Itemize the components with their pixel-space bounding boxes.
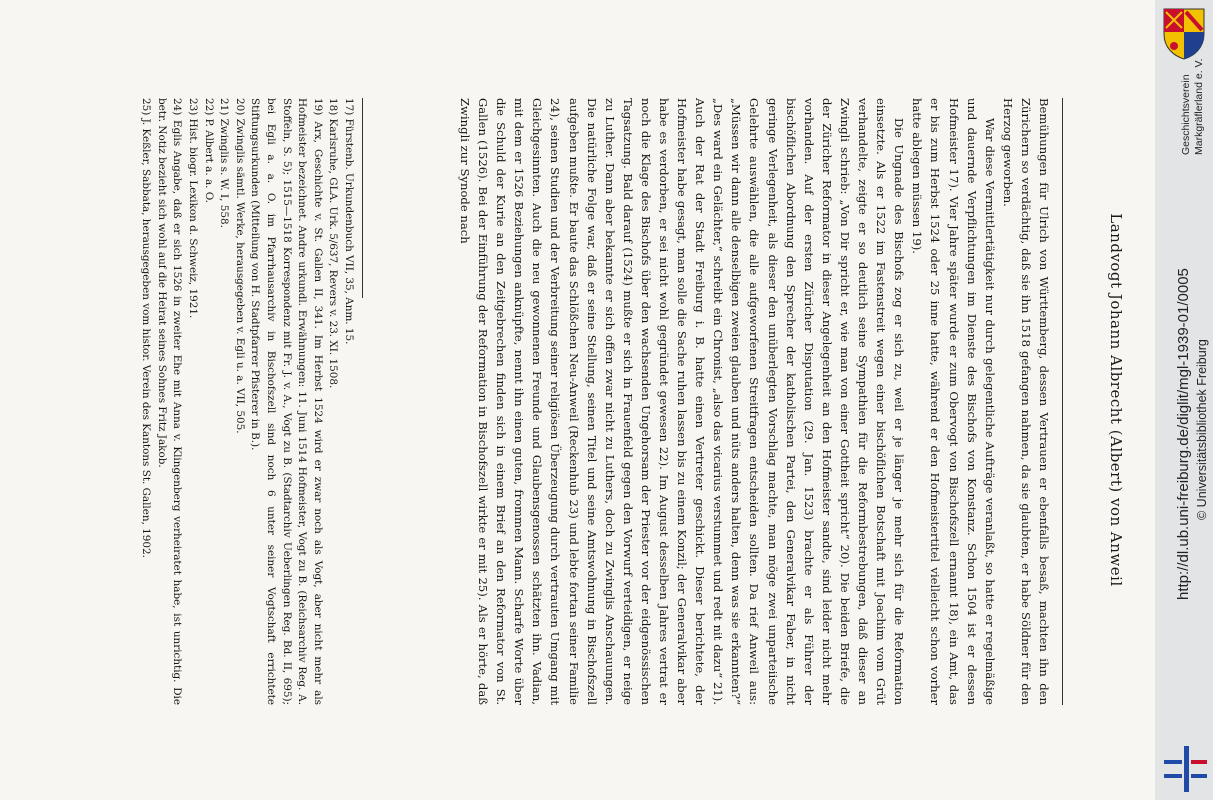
paragraph-3: Die Ungnade des Bischofs zog er sich zu, weil er je länger je mehr sich für die Reformation einsetzte. Als er 1522 im Fastenstreit wegen einer bischöflichen Botschaft mit Joachim vom Grüt verhandelte, zeigte er so deutlich seine Sympathien für die Reformbestrebungen, daß dieser an Zwingli schrieb: „Von Dir spricht er, wie man von einer Gottheit spricht“ 20). Die beiden Briefe, die der Züricher Reformator in dieser Angelegenheit an den Hofmeister sandte, sind leider nicht mehr vorhanden. Auf der ersten Züricher Disputation (29. Jan. 1523) brachte er als Führer der bischöflichen Abordnung den Sprecher der katholischen Partei, den Generalvikar Faber, in nicht geringe Verlegenheit, als dieser den unüberlegten Vorschlag machte, man möge zwei unparteiische Gelehrte auswählen, die alle aufgeworfenen Streitfragen entscheiden sollten. Da rief Anweil aus: „Müssen wir dann alle denselbigen zweien glauben und nüts anders halten, denn was sie erkannten?“ „Des ward ein Gelächter,“ schreibt ein Chronist, „also das vicarius verstummet und redt nit dazu“ 21). Auch der Rat der Stadt Freiburg i. B. hatte einen Vertreter geschickt. Dieser berichtete, der Hofmeister habe gesagt, man solle die Sache ruhen lassen bis zu einem Konzil; der Generalvikar aber habe es verdorben, er sei nicht wohl gegründet gewesen 22). Im August desselben Jahres vertrat er noch die Klage des Bischofs über den wachsenden Ungehorsam der Priester vor der eidgenössischen Tagsatzung. Bald darauf (1524) mußte er sich in Frauenfeld gegen den Vorwurf verteidigen, er neige zu Luther. Dann aber bekannte er sich offen zwar nicht zu Luthers, doch zu Zwinglis Anschauungen. Die natürliche Folge war, daß er seine Stellung, seinen Titel und seine Amtswohnung in Bischofszell aufgeben mußte. Er baute das Schlößchen Neu-Anweil (Reckenhub 23) und lebte fortan seiner Familie 24), seinen Studien und der Verbreitung seiner religiösen Überzeugung durch vertrauten Umgang mit Gleichgesinnten. Auch die neu gewonnenen Freunde und Glaubensgenossen schätzten ihn. Vadian, mit dem er 1526 Beziehungen anknüpfte, nennt ihn einen guten, frommen Mann. Scharfe Worte über die Schuld der Kurie an den Zeitgebrechen finden sich in einem Brief an den Reformator von St. Gallen (1526). Bei der Einführung der Reformation in Bischofszell wirkte er mit 25). Als er hörte, daß Zwingli zur Synode nach (458, 98, 907, 705)
footnote-17: 17) Fürstenb. Urkundenbuch VII, 35, Anm. 15. (343, 98, 355, 345)
paragraph-2: War diese Vermittlertätigkeit nur durch gelegentliche Aufträge veranlaßt, so hatte er regelmäßige und dauernde Verpflichtungen im Dienste des Bischofs von Konstanz. Schon 1504 ist er dessen Hofmeister 17). Vier Jahre später wurde er zum Obervogt von Bischofszell ernannt 18), ein Amt, das er bis zum Herbst 1524 oder 25 inne hatte, während er den Hofmeistertitel vielleicht schon vorher hatte ablegen müssen 19). (910, 98, 997, 705)
coat-of-arms-icon (1160, 6, 1208, 60)
body-text (456, 98, 1053, 705)
paragraph-1: Bemühungen für Ulrich von Württemberg, dessen Vertrauen er ebenfalls besaß, machten ihn den Zürichern so verdächtig, daß sie ihn 1518 gefangen nahmen, da sie glaubten, er habe Söldner für den Herzog geworben. (1000, 98, 1051, 705)
org-name-line2: Markgräflerland e. V. (1193, 58, 1205, 155)
footnote-23: 23) Hist. biogr. Lexikon d. Schweiz, 1921. (187, 98, 200, 319)
footnote-rule (362, 98, 363, 298)
footnote-25: 25) J. Keßler, Sabbata, herausgegeben vom histor. Verein des Kantons St. Gallen, 1902. (140, 98, 153, 558)
footnote-18: 18) Karlsruhe, GLA. Urk. 5/637, Revers v. 23. XI. 1508. (327, 98, 340, 389)
footnote-20: 20) Zwinglis sämtl. Werke, herausgegeben v. Egli u. a. VII, 505. (233, 98, 246, 434)
org-name-line1: Geschichtsverein (1180, 74, 1192, 155)
header-rule (1062, 98, 1063, 705)
university-logo-icon (1164, 746, 1208, 792)
copyright-notice: © Universitätsbibliothek Freiburg (1195, 339, 1209, 520)
footnote-24: 24) Eglis Angabe, daß er sich 1526 in zweiter Ehe mit Anna v. Klingenberg verheiratet habe, ist unrichtig. Die betr. Notiz bezieht sich wohl auf die Heirat seines Sohnes Fritz Jakob. (155, 98, 184, 705)
footnote-19: 19) Arx, Geschichte v. St. Gallen II, 341. Im Herbst 1524 wird er zwar noch als Vogt, aber nicht mehr als Hofmeister bezeichnet. Andre urkundl. Erwähnungen: 11. Juni 1514 Hofmeister, Vogt zu B. (Reichsarchiv Reg. A. Stoffeln, S. 5); 1515—1518 Korrespondenz mit Fr. J. v. A., Vogt zu B. (Stadtarchiv Ueberlingen Reg. Bd. II, 695); bei Egli a. a. O. im Pfarrhausarchiv in Bischofszell sind noch 6 unter seiner Vogtschaft errichtete Stiftungsurkunden (Mitteilung von H. Stadtpfarrer Pfisterer in B.). (249, 98, 324, 705)
footnote-22: 22) P. Albert a. a. O. (202, 98, 215, 203)
footnotes (138, 98, 356, 705)
permalink[interactable]: http://dl.ub.uni-freiburg.de/diglit/mgl-1939-01/0005 (1175, 268, 1192, 600)
footnote-21: 21) Zwinglis s. W. I, 558. (218, 98, 231, 228)
running-head: Landvogt Johann Albrecht (Albert) von Anweil (1107, 213, 1125, 587)
